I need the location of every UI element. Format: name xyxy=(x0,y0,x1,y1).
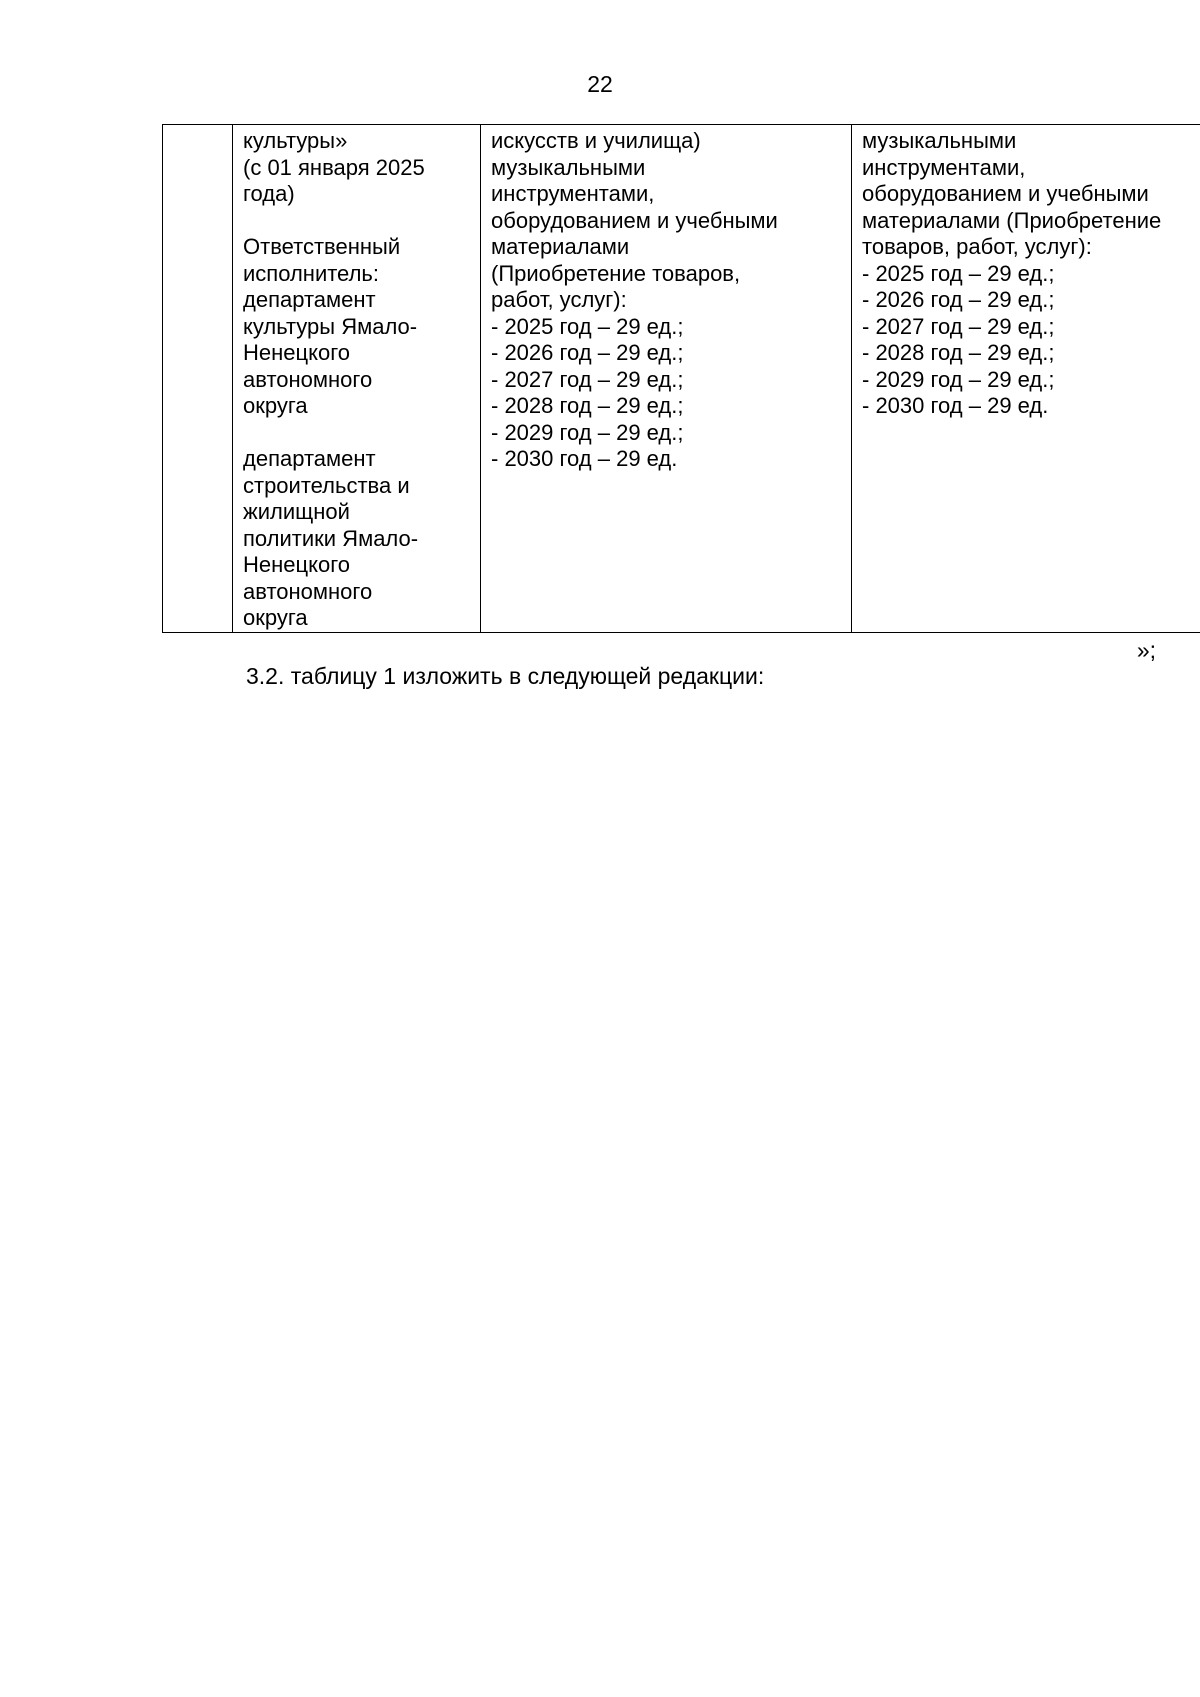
cell-line: департамент xyxy=(243,287,376,312)
cell-line: - 2025 год – 29 ед.; xyxy=(491,313,684,339)
cell-line: музыкальными xyxy=(491,154,646,180)
cell-line: автономного xyxy=(243,366,373,392)
cell-line: - 2029 год – 29 ед.; xyxy=(862,366,1055,392)
cell-line: - 2026 год – 29 ед.; xyxy=(862,287,1055,312)
table-cell-number xyxy=(163,125,233,633)
cell-line: строительства и xyxy=(243,472,410,498)
cell-line: культуры Ямало- xyxy=(243,313,418,339)
cell-line: (с 01 января 2025 xyxy=(243,154,425,180)
closing-quote: »; xyxy=(1136,637,1156,663)
cell-line: округа xyxy=(243,393,308,418)
cell-line: исполнитель: xyxy=(243,260,379,286)
cell-line: департамент xyxy=(243,446,376,471)
cell-line: - 2029 год – 29 ед.; xyxy=(491,419,684,445)
cell-line xyxy=(243,208,470,235)
cell-line: - 2026 год – 29 ед.; xyxy=(491,340,684,365)
cell-line: материалами (Приобретение xyxy=(862,207,1162,233)
cell-line: округа xyxy=(243,605,308,630)
document-table xyxy=(162,124,1200,633)
table-cell-result xyxy=(852,125,1200,633)
table-row xyxy=(163,125,1200,633)
cell-line: - 2027 год – 29 ед.; xyxy=(491,366,684,392)
cell-line: - 2028 год – 29 ед.; xyxy=(491,393,684,418)
cell-line: года) xyxy=(243,181,295,206)
cell-line: - 2025 год – 29 ед.; xyxy=(862,260,1055,286)
cell-line: товаров, работ, услуг): xyxy=(862,234,1092,259)
page-number: 22 xyxy=(587,71,613,97)
cell-line: Ответственный xyxy=(243,234,401,259)
cell-line: культуры» xyxy=(243,128,348,153)
table-cell-activity xyxy=(481,125,852,633)
cell-line: искусств и училища) xyxy=(491,128,701,153)
cell-line: оборудованием и учебными xyxy=(862,181,1149,206)
cell-line xyxy=(243,420,470,447)
instruction-paragraph: 3.2. таблицу 1 изложить в следующей редакции: xyxy=(246,663,765,689)
cell-line: инструментами, xyxy=(491,181,655,206)
cell-line: автономного xyxy=(243,578,373,604)
cell-line: - 2030 год – 29 ед. xyxy=(491,446,678,471)
cell-line: - 2027 год – 29 ед.; xyxy=(862,313,1055,339)
cell-line: (Приобретение товаров, xyxy=(491,260,741,286)
table-cell-responsible xyxy=(233,125,481,633)
cell-line: Ненецкого xyxy=(243,340,350,365)
cell-line: музыкальными xyxy=(862,128,1017,153)
cell-line: инструментами, xyxy=(862,154,1026,180)
cell-line: жилищной xyxy=(243,499,350,524)
cell-line: Ненецкого xyxy=(243,552,350,577)
cell-line: оборудованием и учебными xyxy=(491,207,778,233)
cell-line: политики Ямало- xyxy=(243,525,419,551)
cell-line: - 2028 год – 29 ед.; xyxy=(862,340,1055,365)
cell-line: материалами xyxy=(491,234,630,259)
cell-line: работ, услуг): xyxy=(491,287,627,312)
cell-line: - 2030 год – 29 ед. xyxy=(862,393,1049,418)
